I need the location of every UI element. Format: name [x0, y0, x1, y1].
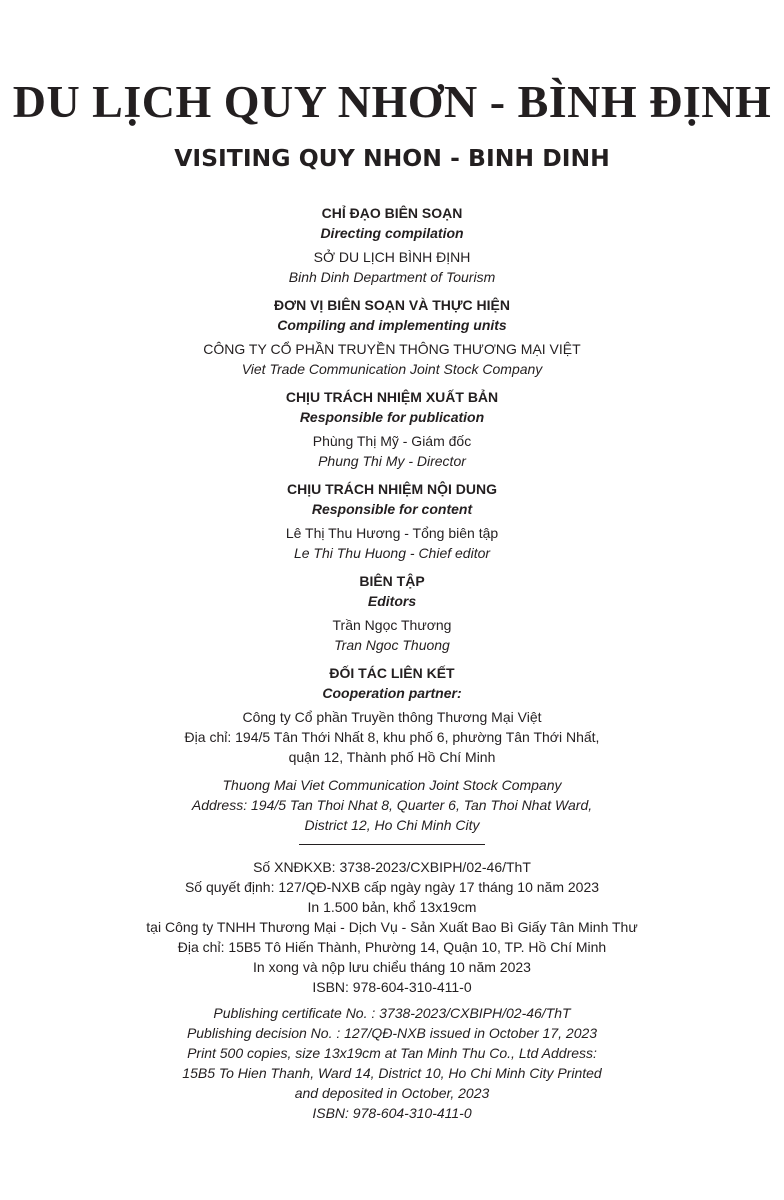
publishing-line: In xong và nộp lưu chiểu tháng 10 năm 2023	[253, 959, 531, 975]
credit-name: Trần Ngọc Thương	[332, 617, 452, 633]
publishing-line: tại Công ty TNHH Thương Mại - Dịch Vụ - Sản Xuất Bao Bì Giấy Tân Minh Thư	[146, 919, 638, 935]
publishing-line-en: and deposited in October, 2023	[294, 1085, 490, 1101]
publishing-line-en: Print 500 copies, size 13x19cm at Tan Minh Thu Co., Ltd Address:	[187, 1045, 597, 1061]
publishing-line: Số quyết định: 127/QĐ-NXB cấp ngày ngày 17 tháng 10 năm 2023	[184, 879, 600, 895]
credits-section	[0, 203, 784, 1123]
credit-name-en: Viet Trade Communication Joint Stock Company	[241, 361, 543, 377]
partner-address-vi	[0, 707, 784, 767]
credit-publication	[0, 387, 784, 471]
credit-compiling	[0, 295, 784, 379]
credit-role-en: Responsible for publication	[299, 409, 485, 425]
credit-role: BIÊN TẬP	[359, 573, 425, 589]
partner-line-en: District 12, Ho Chi Minh City	[304, 817, 480, 833]
credit-role: ĐƠN VỊ BIÊN SOẠN VÀ THỰC HIỆN	[274, 297, 510, 313]
credit-directing	[0, 203, 784, 287]
publishing-line: Địa chỉ: 15B5 Tô Hiến Thành, Phường 14, Quận 10, TP. Hồ Chí Minh	[177, 939, 607, 955]
partner-line: quận 12, Thành phố Hồ Chí Minh	[288, 749, 496, 765]
divider-rule	[299, 844, 485, 845]
partner-role-en: Cooperation partner:	[322, 685, 462, 701]
credit-name-en: Phung Thi My - Director	[318, 453, 466, 469]
publishing-info-en	[0, 1003, 784, 1123]
publishing-line: ISBN: 978-604-310-411-0	[312, 979, 472, 995]
credit-role: CHỈ ĐẠO BIÊN SOẠN	[321, 205, 463, 221]
publishing-line: In 1.500 bản, khổ 13x19cm	[307, 899, 477, 915]
credit-role-en: Compiling and implementing units	[277, 317, 507, 333]
partner-line: Địa chỉ: 194/5 Tân Thới Nhất 8, khu phố 6, phường Tân Thới Nhất,	[184, 729, 600, 745]
credit-editors	[0, 571, 784, 655]
credit-name-en: Binh Dinh Department of Tourism	[288, 269, 496, 285]
credit-name-en: Le Thi Thu Huong - Chief editor	[293, 545, 491, 561]
credit-partner	[0, 663, 784, 835]
credit-name-en: Tran Ngoc Thuong	[334, 637, 450, 653]
credit-content	[0, 479, 784, 563]
partner-line-en: Thuong Mai Viet Communication Joint Stock Company	[222, 777, 562, 793]
book-title: DU LỊCH QUY NHƠN - BÌNH ĐỊNH	[12, 76, 772, 127]
credit-name: Phùng Thị Mỹ - Giám đốc	[312, 433, 472, 449]
partner-line-en: Address: 194/5 Tan Thoi Nhat 8, Quarter 6, Tan Thoi Nhat Ward,	[191, 797, 593, 813]
publishing-line: Số XNĐKXB: 3738-2023/CXBIPH/02-46/ThT	[253, 859, 531, 875]
publishing-line-en: ISBN: 978-604-310-411-0	[312, 1105, 472, 1121]
partner-address-en	[0, 775, 784, 835]
publishing-line-en: Publishing decision No. : 127/QĐ-NXB issued in October 17, 2023	[186, 1025, 598, 1041]
credit-role-en: Editors	[367, 593, 417, 609]
partner-role: ĐỐI TÁC LIÊN KẾT	[329, 665, 455, 681]
publishing-line-en: Publishing certificate No. : 3738-2023/CXBIPH/02-46/ThT	[213, 1005, 571, 1021]
credit-role-en: Directing compilation	[320, 225, 464, 241]
publishing-line-en: 15B5 To Hien Thanh, Ward 14, District 10, Ho Chi Minh City Printed	[182, 1065, 602, 1081]
credit-name: SỞ DU LỊCH BÌNH ĐỊNH	[313, 249, 471, 265]
publishing-info-vi	[0, 857, 784, 997]
credit-role: CHỊU TRÁCH NHIỆM NỘI DUNG	[287, 481, 497, 497]
credit-name: Lê Thị Thu Hương - Tổng biên tập	[285, 525, 499, 541]
credit-name: CÔNG TY CỔ PHẦN TRUYỀN THÔNG THƯƠNG MẠI VIỆT	[203, 341, 581, 357]
credit-role: CHỊU TRÁCH NHIỆM XUẤT BẢN	[285, 389, 499, 405]
credit-role-en: Responsible for content	[311, 501, 473, 517]
book-subtitle: VISITING QUY NHON - BINH DINH	[174, 144, 610, 172]
partner-line: Công ty Cổ phần Truyền thông Thương Mại Việt	[242, 709, 542, 725]
